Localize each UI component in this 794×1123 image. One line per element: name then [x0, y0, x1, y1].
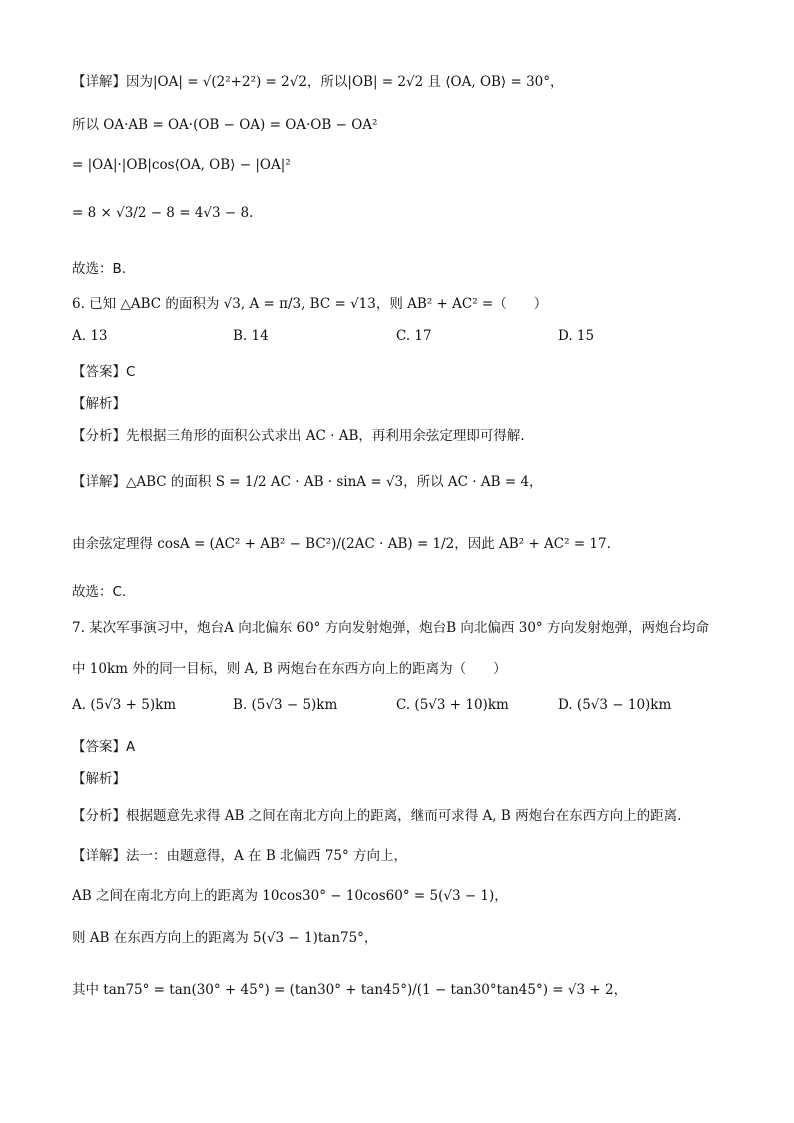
q6-option-b-label: B. 14 [233, 328, 269, 344]
q7-detail2-text: AB 之间在南北方向上的距离为 10cos30° − 10cos60° = 5(√3 − 1)， [72, 888, 508, 904]
q7-detail3 [72, 926, 377, 946]
q6-analysis-tag [72, 392, 126, 412]
q7-detail4 [72, 978, 627, 998]
q7-detail2 [72, 884, 508, 904]
q6-stem-text: 6. 已知 △ABC 的面积为 √3, A = π/3, BC = √13，则 AB² + AC² =（ ） [72, 296, 548, 312]
q6-answer [72, 360, 135, 380]
q5-line4 [72, 205, 253, 221]
q6-option-b [233, 328, 269, 344]
q7-detail1-text: 法一：由题意得，A 在 B 北偏西 75° 方向上， [126, 848, 408, 864]
q6-option-a [72, 328, 108, 344]
q7-option-d-label: D. (5√3 − 10)km [558, 697, 672, 713]
q7-fenxi-tag: 【分析】 [72, 808, 126, 824]
q6-fenxi-text: 先根据三角形的面积公式求出 AC · AB，再利用余弦定理即可得解. [126, 428, 525, 444]
q6-option-c [396, 328, 432, 344]
q6-fenxi-tag: 【分析】 [72, 428, 126, 444]
q7-answer [72, 735, 135, 755]
q7-stem-line2 [72, 657, 507, 677]
q6-stem [72, 292, 547, 312]
q7-stem2-text: 中 10km 外的同一目标，则 A, B 两炮台在东西方向上的距离为（ ） [72, 661, 507, 677]
q6-option-c-label: C. 17 [396, 328, 432, 344]
q5-detail-line [72, 70, 564, 90]
q7-stem1-text: 7. 某次军事演习中，炮台A 向北偏东 60° 方向发射炮弹，炮台B 向北偏西 30° 方向发射炮弹，两炮台均命 [72, 620, 709, 636]
q6-choice-text: 故选：C. [72, 584, 127, 600]
q7-option-b-label: B. (5√3 − 5)km [233, 697, 338, 713]
q7-detail4-text: 其中 tan75° = tan(30° + 45°) = (tan30° + tan45°)/(1 − tan30°tan45°) = √3 + 2， [72, 982, 628, 998]
q7-fenxi [72, 804, 681, 824]
q7-answer-tag: 【答案】 [72, 739, 126, 755]
q5-choice [72, 257, 126, 277]
q7-option-b [233, 697, 337, 713]
q7-analysis-tag [72, 767, 126, 787]
q7-option-d [558, 697, 671, 713]
q6-cosine [72, 532, 611, 552]
q6-cosine-text: 由余弦定理得 cosA = (AC² + AB² − BC²)/(2AC · AB) = 1/2，因此 AB² + AC² = 17. [72, 536, 611, 552]
q6-fenxi [72, 424, 525, 444]
q6-option-d-label: D. 15 [558, 328, 595, 344]
q6-choice [72, 580, 126, 600]
q6-answer-value: C [126, 364, 136, 380]
q5-detail-tag: 【详解】 [72, 74, 126, 90]
q5-line3-text: = |OA|·|OB|cos⟨OA, OB⟩ − |OA|² [72, 157, 291, 173]
q7-fenxi-text: 根据题意先求得 AB 之间在南北方向上的距离，继而可求得 A, B 两炮台在东西方向上的距离. [126, 808, 682, 824]
q7-option-c [396, 697, 509, 713]
q6-answer-tag: 【答案】 [72, 364, 126, 380]
q7-option-a-label: A. (5√3 + 5)km [72, 697, 177, 713]
q5-detail-text: 因为|OA| = √(2²+2²) = 2√2，所以|OB| = 2√2 且 ⟨OA, OB⟩ = 30°， [126, 74, 564, 90]
q6-detail-tag: 【详解】 [72, 474, 126, 490]
q5-line2-text: 所以 OA·AB = OA·(OB − OA) = OA·OB − OA² [72, 117, 378, 133]
q7-option-a [72, 697, 176, 713]
q6-analysis-label: 【解析】 [72, 396, 126, 412]
q5-choice-text: 故选：B. [72, 261, 127, 277]
q7-detail-tag: 【详解】 [72, 848, 126, 864]
q7-detail3-text: 则 AB 在东西方向上的距离为 5(√3 − 1)tan75°， [72, 930, 378, 946]
q7-stem-line1 [72, 616, 709, 636]
q6-option-d [558, 328, 594, 344]
q7-answer-value: A [126, 739, 136, 755]
q6-detail-text: △ABC 的面积 S = 1/2 AC · AB · sinA = √3，所以 AC · AB = 4， [126, 474, 543, 490]
q6-detail [72, 470, 543, 490]
q7-analysis-label: 【解析】 [72, 771, 126, 787]
q7-option-c-label: C. (5√3 + 10)km [396, 697, 509, 713]
q7-detail1 [72, 844, 407, 864]
q5-line2 [72, 113, 377, 133]
q5-line4-text: = 8 × √3/2 − 8 = 4√3 − 8. [72, 205, 254, 221]
q5-line3 [72, 157, 291, 173]
q6-option-a-label: A. 13 [72, 328, 108, 344]
